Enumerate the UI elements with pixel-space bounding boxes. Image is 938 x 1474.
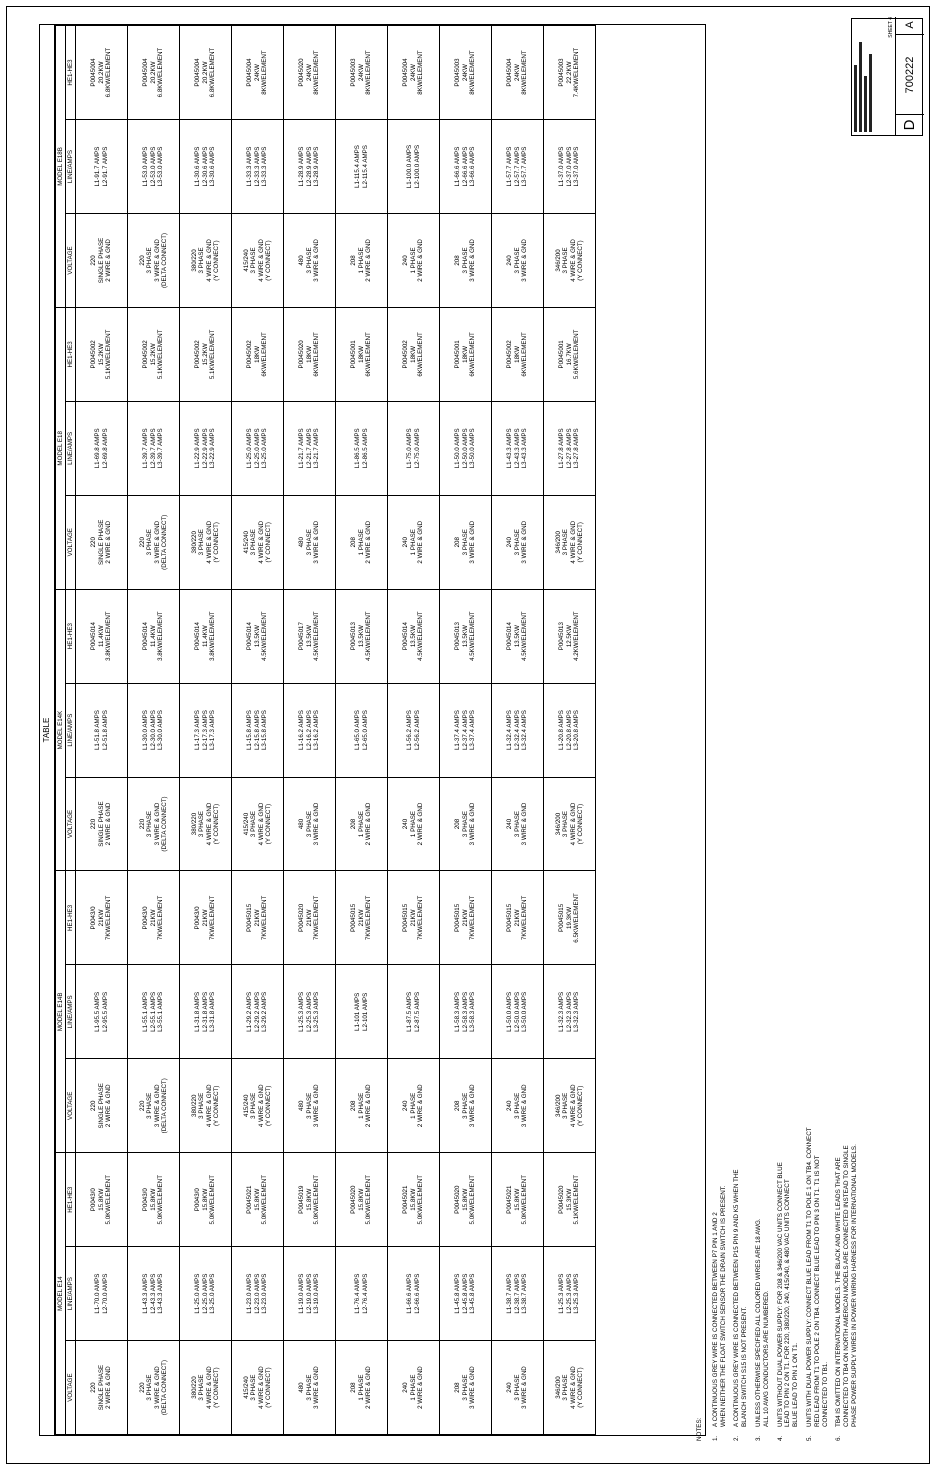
column-header: HE1-HE3 — [66, 589, 76, 683]
heater-cell: P0043/0 21KW 7KW/ELEMENT — [128, 871, 180, 965]
voltage-cell: 240 1 PHASE 2 WIRE & GND — [388, 214, 440, 308]
heater-cell: P0045021 15.8KW 5.0KW/ELEMENT — [232, 1153, 284, 1247]
line-amps-cell: L1-17.3 AMPS L2-17.3 AMPS L3-17.3 AMPS — [180, 683, 232, 777]
voltage-cell: 208 1 PHASE 2 WIRE & GND — [336, 777, 388, 871]
line-amps-cell: L1-55.1 AMPS L2-55.1 AMPS L3-55.1 AMPS — [128, 965, 180, 1059]
line-amps-cell: L1-25.0 AMPS L2-25.0 AMPS L3-25.0 AMPS — [232, 401, 284, 495]
note-item — [777, 681, 800, 1441]
heater-cell: P0045015 19.3KW 6.5KW/ELEMENT — [544, 871, 596, 965]
sheet-number: SHEET 4 — [888, 17, 894, 38]
voltage-cell: 208 1 PHASE 2 WIRE & GND — [336, 1341, 388, 1435]
note-number: 3. — [754, 1435, 762, 1441]
line-amps-cell: L1-50.0 AMPS L2-50.0 AMPS L3-50.0 AMPS — [492, 965, 544, 1059]
line-amps-cell: L1-45.8 AMPS L2-45.8 AMPS L3-45.8 AMPS — [440, 1247, 492, 1341]
line-amps-cell: L1-43.3 AMPS L2-43.3 AMPS L3-43.3 AMPS — [128, 1247, 180, 1341]
heater-cell: P0045014 13.5KW 4.5KW/ELEMENT — [388, 589, 440, 683]
heater-cell: P0045021 15.8KW 5.0KW/ELEMENT — [492, 1153, 544, 1247]
voltage-cell: 220 SINGLE PHASE 2 WIRE & GND — [76, 1341, 128, 1435]
voltage-cell: 220 SINGLE PHASE 2 WIRE & GND — [76, 214, 128, 308]
heater-cell: P0045014 13.5KW 4.5KW/ELEMENT — [492, 589, 544, 683]
title-block — [851, 18, 923, 136]
line-amps-cell: L1-23.0 AMPS L2-23.0 AMPS L3-23.0 AMPS — [232, 1247, 284, 1341]
voltage-cell: 208 3 PHASE 3 WIRE & GND — [440, 1341, 492, 1435]
heater-cell: P0045014 11.4KW 3.8KW/ELEMENT — [128, 589, 180, 683]
heater-cell: P0045014 11.4KW 3.8KW/ELEMENT — [76, 589, 128, 683]
line-amps-cell: L1-75.0 AMPS L2-75.0 AMPS — [388, 401, 440, 495]
heater-cell: P0045001 18KW 6KW/ELEMENT — [440, 307, 492, 401]
voltage-cell: 240 1 PHASE 2 WIRE & GND — [388, 1341, 440, 1435]
table-row — [284, 26, 336, 1435]
line-amps-cell: L1-87.5 AMPS L2-87.5 AMPS — [388, 965, 440, 1059]
table-row — [180, 26, 232, 1435]
voltage-cell: 208 1 PHASE 2 WIRE & GND — [336, 1059, 388, 1153]
voltage-cell: 220 SINGLE PHASE 2 WIRE & GND — [76, 495, 128, 589]
column-header: HE1-HE3 — [66, 26, 76, 120]
heater-cell: P0045001 18KW 6KW/ELEMENT — [336, 307, 388, 401]
line-amps-cell: L1-95.5 AMPS L2-95.5 AMPS — [76, 965, 128, 1059]
heater-cell: P0043/0 15.8KW 5.0KW/ELEMENT — [76, 1153, 128, 1247]
heater-cell: P0045002 18KW 6KW/ELEMENT — [492, 307, 544, 401]
rotated-drawing — [6, 8, 928, 1466]
table-row — [76, 26, 128, 1435]
spec-table-container — [39, 24, 706, 1436]
column-header: LINE/AMPS — [66, 1247, 76, 1341]
heater-cell: P0045013 13.5KW 4.5KW/ELEMENT — [336, 589, 388, 683]
heater-cell: P0045020 15.3KW 5.1KW/ELEMENT — [544, 1153, 596, 1247]
voltage-cell: 380/220 3 PHASE 4 WIRE & GND (Y CONNECT) — [180, 777, 232, 871]
line-amps-cell: L1-91.7 AMPS L2-91.7 AMPS — [76, 120, 128, 214]
note-number: 4. — [776, 1435, 784, 1441]
column-header: VOLTAGE — [66, 1341, 76, 1435]
heater-cell: P0045017 13.5KW 4.5KW/ELEMENT — [284, 589, 336, 683]
note-text: A CONTINUOUS GREY WIRE IS CONNECTED BETWEEN P7 PIN 1 AND 2 WHEN NEITHER THE FLOAT SWITCH SENSOR THE DRAIN SWITCH IS PRESENT. — [711, 1185, 727, 1427]
note-item — [733, 681, 749, 1441]
heater-cell: P0045014 11.4KW 3.8KW/ELEMENT — [180, 589, 232, 683]
note-number: 1. — [711, 1435, 719, 1441]
voltage-cell: 480 3 PHASE 3 WIRE & GND — [284, 777, 336, 871]
table-row — [232, 26, 284, 1435]
revision-letter: A — [896, 16, 924, 35]
line-amps-cell: L1-27.8 AMPS L2-27.8 AMPS L3-27.8 AMPS — [544, 401, 596, 495]
heater-cell: P0045004 24KW 8KW/ELEMENT — [232, 26, 284, 120]
table-row — [544, 26, 596, 1435]
column-header: LINE/AMPS — [66, 683, 76, 777]
column-header: VOLTAGE — [66, 214, 76, 308]
line-amps-cell: L1-25.3 AMPS L2-25.3 AMPS L3-25.3 AMPS — [284, 965, 336, 1059]
model-header: MODEL E14B — [56, 871, 66, 1153]
model-header: MODEL E18 — [56, 307, 66, 589]
column-header: LINE/AMPS — [66, 401, 76, 495]
voltage-cell: 208 1 PHASE 2 WIRE & GND — [336, 214, 388, 308]
column-header: HE1-HE3 — [66, 307, 76, 401]
model-header: MODEL E14 — [56, 1153, 66, 1435]
column-header-row — [66, 26, 76, 1435]
line-amps-cell: L1-56.2 AMPS L2-56.2 AMPS — [388, 683, 440, 777]
heater-cell: P0045014 13.5KW 4.5KW/ELEMENT — [232, 589, 284, 683]
heater-cell: P0043/0 15.8KW 5.0KW/ELEMENT — [180, 1153, 232, 1247]
notes-section — [696, 681, 865, 1441]
voltage-cell: 415/240 3 PHASE 4 WIRE & GND (Y CONNECT) — [232, 1059, 284, 1153]
voltage-cell: 240 3 PHASE 3 WIRE & GND — [492, 214, 544, 308]
voltage-cell: 415/240 3 PHASE 4 WIRE & GND (Y CONNECT) — [232, 214, 284, 308]
heater-cell: P0045004 24KW 8KW/ELEMENT — [492, 26, 544, 120]
heater-cell: P0045002 15.2KW 5.1KW/ELEMENT — [76, 307, 128, 401]
heater-cell: P0045004 24KW 8KW/ELEMENT — [388, 26, 440, 120]
note-text: UNITS WITH DUAL POWER SUPPLY: CONNECT BLUE LEAD FROM T1 TO POLE 1 ON TB4. CONNECT RED LEAD FROM T1 TO POLE 2 ON TB4. CONNECT BLUE LEAD TO PIN 3 ON T1. T1 IS NOT CONNECTED TO TB1. — [805, 1127, 829, 1427]
line-amps-cell: L1-29.2 AMPS L2-29.2 AMPS L3-29.2 AMPS — [232, 965, 284, 1059]
column-header: HE1-HE3 — [66, 871, 76, 965]
voltage-cell: 380/220 3 PHASE 4 WIRE & GND (Y CONNECT) — [180, 495, 232, 589]
voltage-cell: 415/240 3 PHASE 4 WIRE & GND (Y CONNECT) — [232, 777, 284, 871]
voltage-cell: 220 SINGLE PHASE 2 WIRE & GND — [76, 1059, 128, 1153]
heater-cell: P0045013 12.5KW 4.2KW/ELEMENT — [544, 589, 596, 683]
voltage-cell: 220 SINGLE PHASE 2 WIRE & GND — [76, 777, 128, 871]
drawing-size: D — [896, 114, 924, 135]
model-header-row — [56, 26, 66, 1435]
line-amps-cell: L1-25.0 AMPS L2-25.0 AMPS L3-25.0 AMPS — [180, 1247, 232, 1341]
line-amps-cell: L1-43.3 AMPS L2-43.3 AMPS L3-43.3 AMPS — [492, 401, 544, 495]
column-header: LINE/AMPS — [66, 965, 76, 1059]
model-header: MODEL E18B — [56, 26, 66, 308]
voltage-cell: 346/200 3 PHASE 4 WIRE & GND (Y CONNECT) — [544, 1341, 596, 1435]
heater-cell: P0045020 15.8KW 5.0KW/ELEMENT — [336, 1153, 388, 1247]
heater-cell: P0045002 18KW 6KW/ELEMENT — [388, 307, 440, 401]
line-amps-cell: L1-30.6 AMPS L2-30.6 AMPS L3-30.6 AMPS — [180, 120, 232, 214]
heater-cell: P0045001 16.7KW 5.6KW/ELEMENT — [544, 307, 596, 401]
heater-cell: P0043/0 15.8KW 5.0KW/ELEMENT — [128, 1153, 180, 1247]
voltage-cell: 346/200 3 PHASE 4 WIRE & GND (Y CONNECT) — [544, 1059, 596, 1153]
table-row — [128, 26, 180, 1435]
notes-heading: NOTES: — [696, 1417, 703, 1441]
line-amps-cell: L1-70.0 AMPS L2-70.0 AMPS — [76, 1247, 128, 1341]
voltage-cell: 208 1 PHASE 2 WIRE & GND — [336, 495, 388, 589]
note-number: 5. — [805, 1435, 813, 1441]
line-amps-cell: L1-37.4 AMPS L2-37.4 AMPS L3-37.4 AMPS — [440, 683, 492, 777]
line-amps-cell: L1-21.7 AMPS L2-21.7 AMPS L3-21.7 AMPS — [284, 401, 336, 495]
heater-cell: P0045015 21KW 7KW/ELEMENT — [492, 871, 544, 965]
line-amps-cell: L1-33.3 AMPS L2-33.3 AMPS L3-33.3 AMPS — [232, 120, 284, 214]
column-header: HE1-HE3 — [66, 1153, 76, 1247]
line-amps-cell: L1-30.0 AMPS L2-30.0 AMPS L3-30.0 AMPS — [128, 683, 180, 777]
line-amps-cell: L1-76.4 AMPS L2-76.4 AMPS — [336, 1247, 388, 1341]
drawing-number: 700222 — [904, 56, 916, 94]
spec-table-body — [76, 26, 596, 1435]
note-text: A CONTINUOUS GREY WIRE IS CONNECTED BETWEEN P15 PIN 9 AND K5 WHEN THE BLANCH SWITCH S15 IS NOT PRESENT. — [733, 1169, 749, 1427]
line-amps-cell: L1-57.7 AMPS L2-57.7 AMPS L3-57.7 AMPS — [492, 120, 544, 214]
line-amps-cell: L1-28.9 AMPS L2-28.9 AMPS L3-28.9 AMPS — [284, 120, 336, 214]
line-amps-cell: L1-15.8 AMPS L2-15.8 AMPS L3-15.8 AMPS — [232, 683, 284, 777]
voltage-cell: 240 3 PHASE 3 WIRE & GND — [492, 777, 544, 871]
voltage-cell: 346/200 3 PHASE 4 WIRE & GND (Y CONNECT) — [544, 214, 596, 308]
heater-cell: P0045004 20.2KW 6.8KW/ELEMENT — [128, 26, 180, 120]
voltage-cell: 240 1 PHASE 2 WIRE & GND — [388, 1059, 440, 1153]
heater-cell: P0045020 21KW 7KW/ELEMENT — [284, 871, 336, 965]
voltage-cell: 208 3 PHASE 3 WIRE & GND — [440, 214, 492, 308]
voltage-cell: 208 3 PHASE 3 WIRE & GND — [440, 495, 492, 589]
line-amps-cell: L1-66.6 AMPS L2-66.6 AMPS L3-66.6 AMPS — [440, 120, 492, 214]
line-amps-cell: L1-50.0 AMPS L2-50.0 AMPS L3-50.0 AMPS — [440, 401, 492, 495]
heater-cell: P0045020 18KW 6KW/ELEMENT — [284, 307, 336, 401]
voltage-cell: 240 1 PHASE 2 WIRE & GND — [388, 495, 440, 589]
voltage-cell: 240 3 PHASE 3 WIRE & GND — [492, 495, 544, 589]
line-amps-cell: L1-38.7 AMPS L2-38.7 AMPS L3-38.7 AMPS — [492, 1247, 544, 1341]
line-amps-cell: L1-58.3 AMPS L2-58.3 AMPS L3-58.3 AMPS — [440, 965, 492, 1059]
heater-cell: P0045003 22.2KW 7.4KW/ELEMENT — [544, 26, 596, 120]
heater-cell: P0045002 15.2KW 5.1KW/ELEMENT — [180, 307, 232, 401]
table-row — [440, 26, 492, 1435]
line-amps-cell: L1-19.0 AMPS L2-19.0 AMPS L3-19.0 AMPS — [284, 1247, 336, 1341]
voltage-cell: 415/240 3 PHASE 4 WIRE & GND (Y CONNECT) — [232, 1341, 284, 1435]
line-amps-cell: L1-100.0 AMPS L2-100.0 AMPS — [388, 120, 440, 214]
note-number: 6. — [835, 1435, 843, 1441]
heater-cell: P0045002 15.2KW 5.1KW/ELEMENT — [128, 307, 180, 401]
line-amps-cell: L1-53.0 AMPS L2-53.0 AMPS L3-53.0 AMPS — [128, 120, 180, 214]
voltage-cell: 480 3 PHASE 3 WIRE & GND — [284, 1059, 336, 1153]
voltage-cell: 346/200 3 PHASE 4 WIRE & GND (Y CONNECT) — [544, 495, 596, 589]
heater-cell: P0045019 15.8KW 5.0KW/ELEMENT — [284, 1153, 336, 1247]
note-item — [712, 681, 728, 1441]
line-amps-cell: L1-86.5 AMPS L2-86.5 AMPS — [336, 401, 388, 495]
heater-cell: P0043/0 21KW 7KW/ELEMENT — [76, 871, 128, 965]
voltage-cell: 380/220 3 PHASE 4 WIRE & GND (Y CONNECT) — [180, 214, 232, 308]
spec-table — [55, 25, 596, 1435]
column-header: LINE/AMPS — [66, 120, 76, 214]
heater-cell: P0045015 21KW 7KW/ELEMENT — [440, 871, 492, 965]
line-amps-cell: L1-115.4 AMPS L2-115.4 AMPS — [336, 120, 388, 214]
model-header: MODEL E14K — [56, 589, 66, 871]
line-amps-cell: L1-20.8 AMPS L2-20.8 AMPS L3-20.8 AMPS — [544, 683, 596, 777]
voltage-cell: 240 1 PHASE 2 WIRE & GND — [388, 777, 440, 871]
column-header: VOLTAGE — [66, 1059, 76, 1153]
line-amps-cell: L1-22.9 AMPS L2-22.9 AMPS L3-22.9 AMPS — [180, 401, 232, 495]
heater-cell: P0045002 18KW 6KW/ELEMENT — [232, 307, 284, 401]
heater-cell: P0045015 21KW 7KW/ELEMENT — [336, 871, 388, 965]
heater-cell: P0045003 24KW 8KW/ELEMENT — [336, 26, 388, 120]
voltage-cell: 480 3 PHASE 3 WIRE & GND — [284, 495, 336, 589]
voltage-cell: 208 3 PHASE 3 WIRE & GND — [440, 1059, 492, 1153]
line-amps-cell: L1-37.0 AMPS L2-37.0 AMPS L3-37.0 AMPS — [544, 120, 596, 214]
line-amps-cell: L1-32.4 AMPS L2-32.4 AMPS L3-32.4 AMPS — [492, 683, 544, 777]
voltage-cell: 380/220 3 PHASE 4 WIRE & GND (Y CONNECT) — [180, 1341, 232, 1435]
voltage-cell: 220 3 PHASE 3 WIRE & GND (DELTA CONNECT) — [128, 214, 180, 308]
voltage-cell: 240 3 PHASE 3 WIRE & GND — [492, 1059, 544, 1153]
line-amps-cell: L1-69.8 AMPS L2-69.8 AMPS — [76, 401, 128, 495]
voltage-cell: 220 3 PHASE 3 WIRE & GND (DELTA CONNECT) — [128, 777, 180, 871]
voltage-cell: 480 3 PHASE 3 WIRE & GND — [284, 214, 336, 308]
table-row — [388, 26, 440, 1435]
note-text: UNITS WITHOUT DUAL POWER SUPPLY: FOR 208 & 346/200 VAC UNITS CONNECT BLUE LEAD TO PIN 2 ON T1. FOR 220, 380/220, 240, 415/240, & 480 VAC UNITS CONNECT BLUE LEAD TO PIN 1 ON T1. — [776, 1162, 800, 1427]
table-title: TABLE — [40, 25, 55, 1435]
voltage-cell: 220 3 PHASE 3 WIRE & GND (DELTA CONNECT) — [128, 1059, 180, 1153]
voltage-cell: 220 3 PHASE 3 WIRE & GND (DELTA CONNECT) — [128, 1341, 180, 1435]
heater-cell: P0045020 24KW 8KW/ELEMENT — [284, 26, 336, 120]
line-amps-cell: L1-65.0 AMPS L2-65.0 AMPS — [336, 683, 388, 777]
voltage-cell: 240 3 PHASE 3 WIRE & GND — [492, 1341, 544, 1435]
heater-cell: P0045013 13.5KW 4.5KW/ELEMENT — [440, 589, 492, 683]
heater-cell: P0045015 21KW 7KW/ELEMENT — [388, 871, 440, 965]
heater-cell: P0045021 15.8KW 5.0KW/ELEMENT — [388, 1153, 440, 1247]
voltage-cell: 480 3 PHASE 3 WIRE & GND — [284, 1341, 336, 1435]
heater-cell: P0045003 24KW 8KW/ELEMENT — [440, 26, 492, 120]
heater-cell: P0045015 21KW 7KW/ELEMENT — [232, 871, 284, 965]
table-row — [336, 26, 388, 1435]
note-item — [806, 681, 829, 1441]
heater-cell: P0045004 20.2KW 6.8KW/ELEMENT — [76, 26, 128, 120]
heater-cell: P0043/0 21KW 7KW/ELEMENT — [180, 871, 232, 965]
line-amps-cell: L1-32.3 AMPS L2-32.3 AMPS L3-32.3 AMPS — [544, 965, 596, 1059]
column-header: VOLTAGE — [66, 495, 76, 589]
notes-list — [712, 681, 859, 1441]
line-amps-cell: L1-66.6 AMPS L2-66.6 AMPS — [388, 1247, 440, 1341]
line-amps-cell: L1-39.7 AMPS L2-39.7 AMPS L3-39.7 AMPS — [128, 401, 180, 495]
note-text: TB4 IS OMITTED ON INTERNATIONAL MODELS. THE BLACK AND WHITE LEADS THAT ARE CONNECTED TO TB4 ON NORTH AMERICAN MODELS ARE CONNECTED INSTEAD TO SINGLE PHASE POWER SUPPLY WIRES IN POWER WIRING HARNESS FOR INTERNATIONAL MODELS. — [835, 1144, 858, 1427]
voltage-cell: 415/240 3 PHASE 4 WIRE & GND (Y CONNECT) — [232, 495, 284, 589]
line-amps-cell: L1-51.8 AMPS L2-51.8 AMPS — [76, 683, 128, 777]
note-text: UNLESS OTHERWISE SPECIFIED ALL COLORED WIRES ARE 18 AWG. ALL 10 AWG CONDUCTORS ARE NUMBERED. — [754, 1218, 770, 1427]
note-item — [755, 681, 771, 1441]
line-amps-cell: L1-31.8 AMPS L2-31.8 AMPS L3-31.8 AMPS — [180, 965, 232, 1059]
voltage-cell: 346/200 3 PHASE 4 WIRE & GND (Y CONNECT) — [544, 777, 596, 871]
heater-cell: P0045020 15.8KW 5.0KW/ELEMENT — [440, 1153, 492, 1247]
voltage-cell: 220 3 PHASE 3 WIRE & GND (DELTA CONNECT) — [128, 495, 180, 589]
line-amps-cell: L1-101 AMPS L2-101 AMPS — [336, 965, 388, 1059]
note-item — [835, 681, 858, 1441]
line-amps-cell: L1-25.3 AMPS L2-25.3 AMPS L3-25.3 AMPS — [544, 1247, 596, 1341]
column-header: VOLTAGE — [66, 777, 76, 871]
voltage-cell: 380/220 3 PHASE 4 WIRE & GND (Y CONNECT) — [180, 1059, 232, 1153]
voltage-cell: 208 3 PHASE 3 WIRE & GND — [440, 777, 492, 871]
note-number: 2. — [733, 1435, 741, 1441]
line-amps-cell: L1-16.2 AMPS L2-16.2 AMPS L3-16.2 AMPS — [284, 683, 336, 777]
heater-cell: P0045004 20.2KW 6.8KW/ELEMENT — [180, 26, 232, 120]
table-row — [492, 26, 544, 1435]
